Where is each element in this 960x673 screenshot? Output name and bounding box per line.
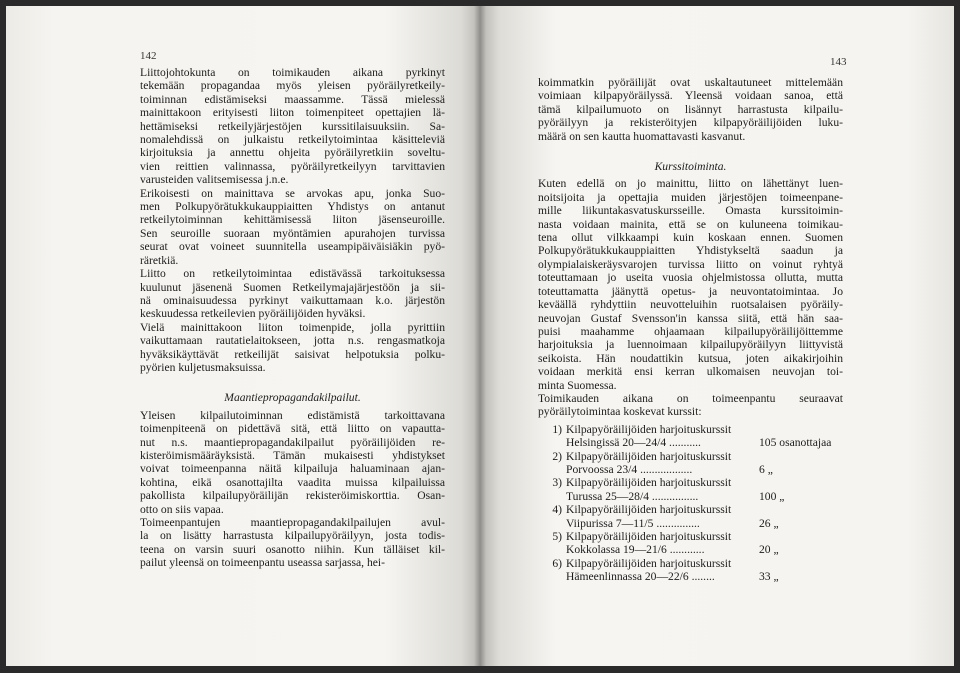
text-line: Liittojohtokunta on toimikauden aikana pyrkinyt [140, 66, 445, 79]
text-line: la on lisätty harrastusta kilpailupyöräilyyn, josta todis- [140, 529, 445, 543]
text-line: räretkiä. [140, 253, 179, 267]
course-number: 5) [552, 530, 562, 543]
text-line: neuvojan Gustaf Svensson'in kanssa siitä, että hän saa- [538, 311, 843, 325]
left-paragraph-3 [140, 267, 445, 321]
text-line: mille liikuntakasvatuskursseille. Omasta kurssitoimin- [538, 204, 843, 218]
text-line: pakollista kilpailupyöräilijän rekisteröimiskorttia. Osan- [140, 489, 445, 503]
course-participants: 6 „ [759, 462, 773, 476]
left-paragraph-6 [140, 516, 445, 570]
course-place: Turussa 25—28/4 ................ [566, 489, 699, 503]
text-line: toteuttamaan jo useita vuosia ohjelmistossa ollutta, mutta [538, 271, 843, 285]
text-line: kirjoituksia ja annettu ohjeita pyöräilyretkiin soveltu- [140, 146, 445, 160]
text-line: nut n.s. maantiepropagandakilpailut pyöräilijöiden re- [140, 435, 445, 449]
text-line: retkeilytoiminnan kehittämisessä liiton jäsenseuroille. [140, 213, 445, 227]
right-paragraph-3 [538, 392, 843, 419]
book-gutter-shadow [474, 6, 486, 666]
text-line: puisi maahamme ohjaamaan kilpailupyöräilijöittemme [538, 324, 843, 338]
course-list [538, 423, 843, 584]
text-line: pyöräilytoimintaa koskevat kurssit: [538, 405, 702, 419]
text-line: pyöräilyyn ja rekisteröityjen kilpapyöräilijöiden luku- [538, 116, 843, 130]
text-line: tekemään propagandaa myös yleisen pyöräilyretkeily- [140, 79, 445, 93]
course-number: 4) [552, 503, 562, 517]
course-item [538, 557, 843, 584]
text-line: toiminnan edistämiseksi maassamme. Tässä mielessä [140, 92, 445, 106]
text-line: minta Suomessa. [538, 378, 617, 392]
course-participants: 26 „ [759, 516, 779, 530]
text-line: Kuten edellä on jo mainittu, liitto on lähettänyt luen- [538, 177, 843, 191]
text-line: Polkupyörätukkukauppiaitten Yhdistykseltä saadun ja [538, 244, 843, 258]
text-line: Erikoisesti on mainittava se arvokas apu, jonka Suo- [140, 186, 445, 200]
text-line: seikoista. Hän noudattikin kutsua, joten aikakirjoihin [538, 351, 843, 365]
spacer [140, 374, 445, 386]
text-line: keväällä ryhdyttiin neuvotteluihin ruotsalaisen pyöräily- [538, 298, 843, 312]
course-participants: 33 „ [759, 570, 779, 584]
text-line: voimiaan kilpapyöräilyssä. Yleensä voidaan sanoa, että [538, 89, 843, 103]
course-item [538, 423, 843, 450]
course-title: Kilpapyöräilijöiden harjoituskurssit [566, 422, 732, 436]
text-line: seurat ovat voineet suunnitella useampipäiväisiäkin pyö- [140, 240, 445, 254]
text-line: Vielä mainittakoon liiton toimenpide, jolla pyrittiin [140, 320, 445, 334]
left-paragraph-1 [140, 66, 445, 187]
text-line: harjoituksia ja luennoimaan kilpailupyöräilyyn liittyvistä [538, 338, 843, 352]
text-line: otto on siis vapaa. [140, 502, 224, 516]
left-page [6, 6, 480, 666]
text-line: hettämiseksi retkeilyjärjestöjen kurssitilaisuuksiin. Sa- [140, 119, 445, 133]
text-line: pailut yleensä on toimeenpantu useassa sarjassa, hei- [140, 556, 386, 570]
course-place: Viipurissa 7—11/5 ............... [566, 516, 700, 530]
text-line: varusteiden valitsemisessa j.n.e. [140, 173, 289, 187]
right-page-number: 143 [830, 56, 847, 68]
text-line: toteuttamatta jäänyttä opetus- ja neuvontatoimintaa. Jo [538, 284, 843, 298]
course-number: 1) [552, 422, 562, 436]
text-line: mainittakoon erityisesti liiton toimenpiteet opettajien lä- [140, 106, 445, 120]
section-heading-kurssitoiminta: Kurssitoiminta. [654, 160, 727, 174]
text-line: kuulunut jäsenenä Suomen Retkeilymajajärjestöön ja sii- [140, 280, 445, 294]
left-paragraph-2 [140, 187, 445, 267]
text-line: vaikuttamaan rautatielaitokseen, jotta n.s. rengasmatkoja [140, 334, 445, 348]
text-line: men Polkupyörätukkukauppiaitten Yhdistys on antanut [140, 200, 445, 214]
text-line: tämä kilpailumuoto on lisännyt harrastusta kilpailu- [538, 102, 843, 116]
course-place: Kokkolassa 19—21/6 ............ [566, 543, 705, 557]
course-participants: 100 „ [759, 489, 785, 503]
text-line: koimmatkin pyöräilijät ovat uskaltautuneet mittelemään [538, 76, 843, 89]
course-title: Kilpapyöräilijöiden harjoituskurssit [566, 449, 732, 463]
right-page-text [538, 76, 843, 584]
right-paragraph-1 [538, 76, 843, 143]
text-line: kohtina, eikä osanottajilta vaadita muissa kilpailuissa [140, 475, 445, 489]
spacer [538, 143, 843, 155]
text-line: Toimikauden aikana on toimeenpantu seuraavat [538, 391, 843, 405]
course-title: Kilpapyöräilijöiden harjoituskurssit [566, 556, 732, 570]
text-line: nasta voidaan mainita, että se on kuluneena toimikau- [538, 217, 843, 231]
text-line: pyörien kuljetusmaksuissa. [140, 360, 266, 374]
course-participants: 105 osanottajaa [759, 436, 832, 450]
left-paragraph-4 [140, 321, 445, 375]
text-line: voivat toimeenpanna näitä kilpailuja haluaminaan ajan- [140, 462, 445, 476]
text-line: teena on varsin suuri osanotto niihin. Kun tälläiset kil- [140, 542, 445, 556]
text-line: Sen seuroille suoraan myöntämien apurahojen turvissa [140, 226, 445, 240]
course-item [538, 450, 843, 477]
course-number: 3) [552, 476, 562, 490]
course-place: Helsingissä 20—24/4 ........... [566, 436, 701, 450]
text-line: noitsijoita ja opettajia muiden järjestöjen toimeenpane- [538, 190, 843, 204]
left-paragraph-5 [140, 409, 445, 516]
book-spread [6, 6, 954, 666]
course-item [538, 476, 843, 503]
text-line: toimenpiteenä on pidettävä sitä, että liitto on vapautta- [140, 422, 445, 436]
course-item [538, 503, 843, 530]
course-place: Porvoossa 23/4 .................. [566, 462, 693, 476]
text-line: tena ollut vilkkaampi kuin koskaan ennen. Suomen [538, 231, 843, 245]
text-line: Yleisen kilpailutoiminnan edistämistä tarkoittavana [140, 408, 445, 422]
section-heading-maantiepropaganda: Maantiepropagandakilpailut. [224, 391, 361, 405]
text-line: määrä on sen kautta huomattavasti kasvanut. [538, 129, 746, 143]
text-line: kisteröimismääräyksistä. Tämän mukaisesti yhdistykset [140, 448, 445, 462]
text-line: keskuudessa retkeilevien pyöräilijöiden hyväksi. [140, 307, 366, 321]
left-page-text [140, 66, 445, 570]
text-line: vien reittien valinnassa, pyöräilyretkeilyyn tarvittavien [140, 159, 445, 173]
right-paragraph-2 [538, 177, 843, 392]
course-number: 6) [552, 556, 562, 570]
course-item [538, 530, 843, 557]
text-line: olympialaiskeräysvarojen turvissa liitto on voinut ryhtyä [538, 257, 843, 271]
text-line: hyväksikäyttävät retkeilijät saisivat helpotuksia polku- [140, 347, 445, 361]
course-title: Kilpapyöräilijöiden harjoituskurssit [566, 503, 732, 517]
course-place: Hämeenlinnassa 20—22/6 ........ [566, 570, 715, 584]
right-page [480, 6, 954, 666]
text-line: nomalehdissä on julkaistu retkeilytoimintaa käsitteleviä [140, 133, 445, 147]
text-line: Toimeenpantujen maantiepropagandakilpailujen avul- [140, 516, 445, 529]
left-page-number: 142 [140, 50, 157, 62]
course-number: 2) [552, 449, 562, 463]
course-participants: 20 „ [759, 543, 779, 557]
text-line: Liitto on retkeilytoimintaa edistävässä tarkoituksessa [140, 267, 445, 281]
text-line: voidaan merkitä ensi kerran ulkomaisen neuvojan toi- [538, 365, 843, 379]
text-line: nä ominaisuudessa pyrkinyt vaikuttamaan k.o. järjestön [140, 293, 445, 307]
course-title: Kilpapyöräilijöiden harjoituskurssit [566, 476, 732, 490]
course-title: Kilpapyöräilijöiden harjoituskurssit [566, 530, 732, 543]
